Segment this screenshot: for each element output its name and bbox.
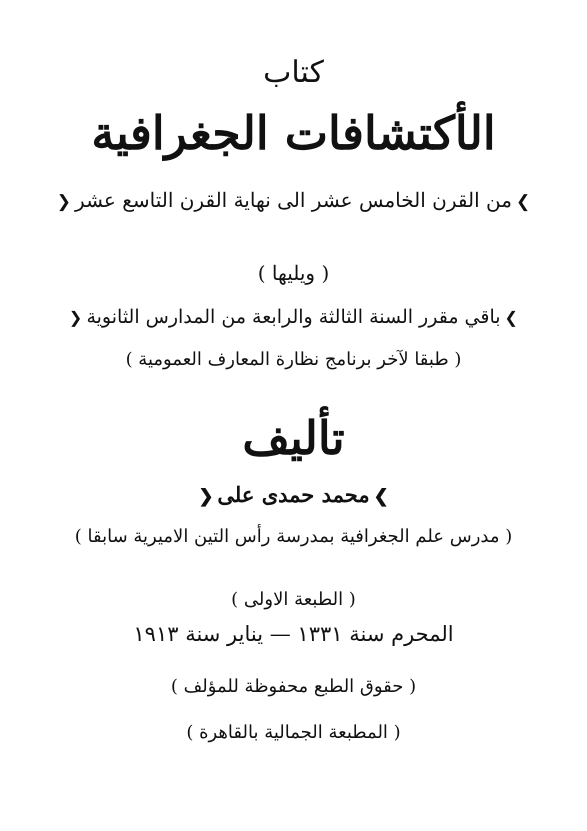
ornament-left: ❮ — [68, 308, 83, 327]
author-name-text: محمد حمدى على — [217, 482, 370, 507]
book-label: كتاب — [263, 55, 324, 90]
authored-by-heading: تأليف — [242, 411, 345, 465]
curriculum-line-1 — [20, 308, 567, 327]
ornament-left: ❮ — [198, 486, 214, 507]
curriculum-text: باقي مقرر السنة الثالثة والرابعة من المدارس الثانوية — [86, 306, 501, 328]
book-subtitle — [20, 190, 567, 211]
book-title: الأكتشافات الجغرافية — [91, 106, 496, 160]
ornament-left: ❮ — [56, 192, 72, 212]
publication-date: المحرم سنة ١٣٣١ — يناير سنة ١٩١٣ — [133, 622, 454, 646]
ornament-right: ❯ — [515, 192, 531, 212]
printer-name: ( المطبعة الجمالية بالقاهرة ) — [186, 722, 401, 743]
author-name — [20, 484, 567, 506]
curriculum-line-2: ( طبقا لآخر برنامج نظارة المعارف العمومية ) — [125, 349, 462, 370]
author-role: ( مدرس علم الجغرافية بمدرسة رأس التين الاميرية سابقا ) — [74, 526, 513, 547]
copyright-notice: ( حقوق الطبع محفوظة للمؤلف ) — [170, 676, 417, 697]
ornament-right: ❯ — [504, 308, 519, 327]
ornament-right: ❯ — [373, 486, 389, 507]
edition: ( الطبعة الاولى ) — [231, 589, 356, 610]
subtitle-text: من القرن الخامس عشر الى نهاية القرن التاسع عشر — [75, 188, 512, 212]
followed-by: ( ويليها ) — [257, 261, 330, 285]
